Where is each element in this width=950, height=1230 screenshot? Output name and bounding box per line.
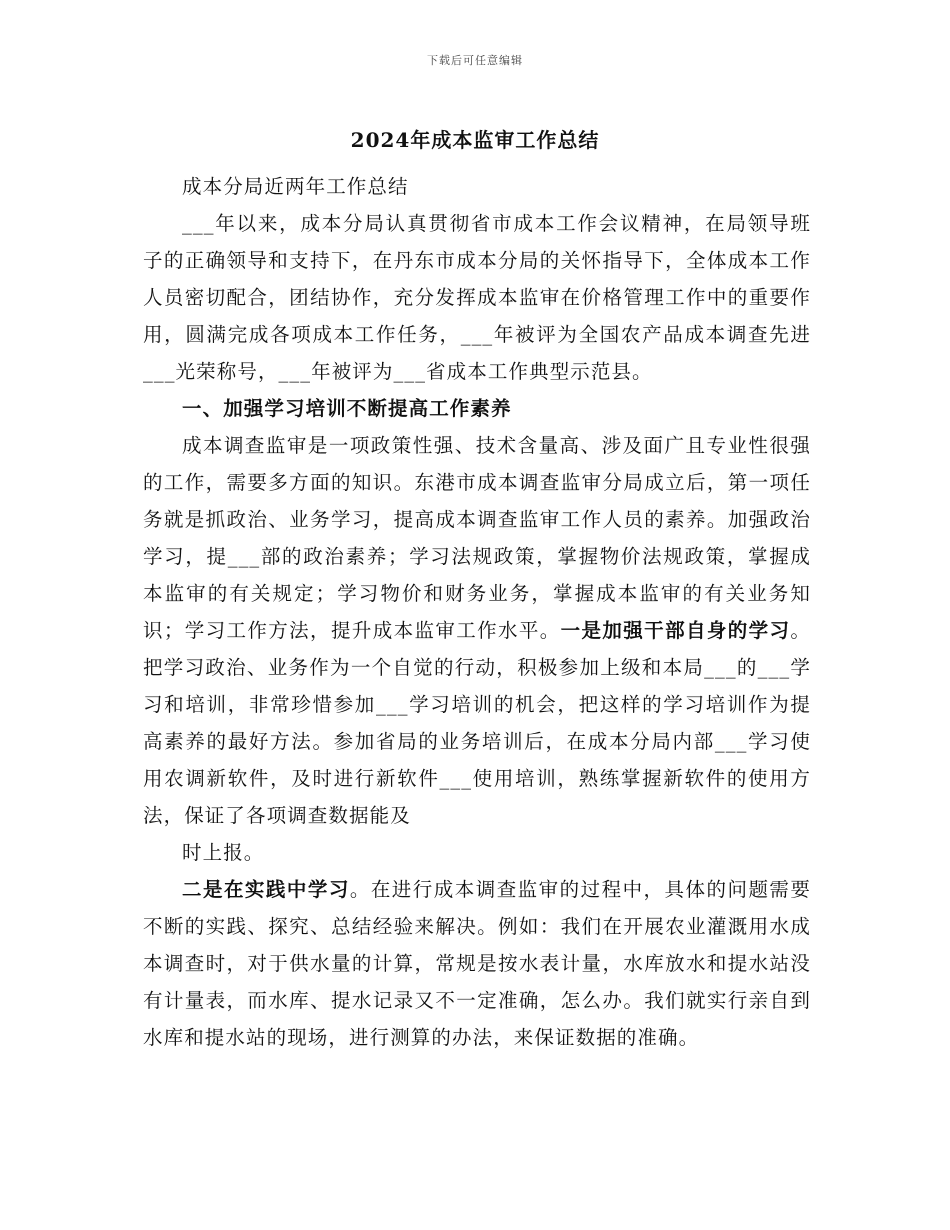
- document-title: 2024年成本监审工作总结: [350, 128, 600, 152]
- paragraph-1: ___年以来，成本分局认真贯彻省市成本工作会议精神，在局领导班子的正确领导和支持下，在丹东市成本分局的关怀指导下，全体成本工作人员密切配合，团结协作，充分发挥成本监审在价格管理工作中的重要作用，圆满完成各项成本工作任务，___年被评为全国农产品成本调查先进___光荣称号，___年被评为___省成本工作典型示范县。: [143, 212, 811, 383]
- paragraph-3-bold-lead: 二是在实践中学习: [182, 878, 350, 901]
- paragraph-2-text-b: 。把学习政治、业务作为一个自觉的行动，积极参加上级和本局___的___学习和培训，非常珍惜参加___学习培训的机会，把这样的学习培训作为提高素养的最好方法。参加省局的业务培训后，在成本分局内部___学习使用农调新软件，及时进行新软件___使用培训，熟练掌握新软件的使用方法，保证了各项调查数据能及: [143, 619, 811, 827]
- paragraph-2-tail: 时上报。: [182, 841, 265, 864]
- paragraph-2-text-a: 成本调查监审是一项政策性强、技术含量高、涉及面广且专业性很强的工作，需要多方面的知识。东港市成本调查监审分局成立后，第一项任务就是抓政治、业务学习，提高成本调查监审工作人员的素养。加强政治学习，提___部的政治素养；学习法规政策，掌握物价法规政策，掌握成本监审的有关规定；学习物价和财务业务，掌握成本监审的有关业务知识；学习工作方法，提升成本监审工作水平。: [143, 434, 811, 642]
- paragraph-3: [143, 871, 811, 1056]
- document-body: [143, 168, 811, 1056]
- section-heading-1: 一、加强学习培训不断提高工作素养: [182, 397, 512, 420]
- paragraph-3-text: 。在进行成本调查监审的过程中，具体的问题需要不断的实践、探究、总结经验来解决。例如：我们在开展农业灌溉用水成本调查时，对于供水量的计算，常规是按水表计量，水库放水和提水站没有计量表，而水库、提水记录又不一定准确，怎么办。我们就实行亲自到水库和提水站的现场，进行测算的办法，来保证数据的准确。: [143, 878, 811, 1049]
- header-note: 下载后可任意编辑: [427, 54, 523, 67]
- intro-line: 成本分局近两年工作总结: [182, 175, 409, 198]
- paragraph-2-bold-lead: 一是加强干部自身的学习: [560, 619, 791, 642]
- paragraph-2: [143, 427, 811, 834]
